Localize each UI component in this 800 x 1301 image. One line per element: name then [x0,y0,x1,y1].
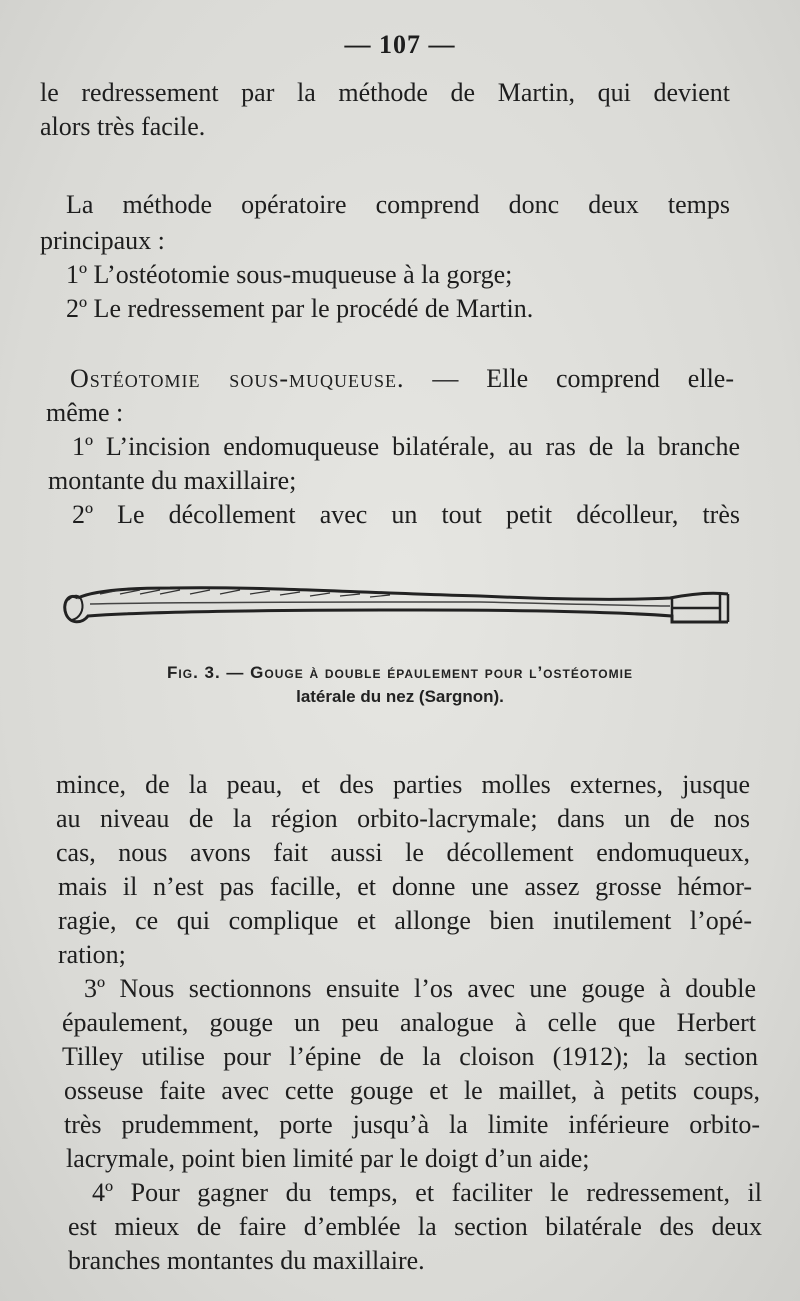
text-line: 2º Le redressement par le procédé de Martin. [66,294,534,323]
text-line: 4º Pour gagner du temps, et faciliter le redressement, il [92,1178,762,1207]
section-heading-line [70,362,734,396]
text-line: mais il n’est pas facille, et donne une assez grosse hémor- [58,872,752,901]
text-line: 1º L’ostéotomie sous-muqueuse à la gorge; [66,260,513,289]
text-line: est mieux de faire d’emblée la section bilatérale des deux [68,1212,762,1241]
text-line: principaux : [40,226,165,255]
text-line: épaulement, gouge un peu analogue à celle que Herbert [62,1008,756,1037]
text-line: mince, de la peau, et des parties molles externes, jusque [56,770,750,799]
text-line: branches montantes du maxillaire. [68,1246,425,1275]
caption-line: latérale du nez (Sargnon). [296,687,504,706]
heading-continuation: — Elle comprend elle- [404,364,734,393]
gouge-illustration-icon [60,572,740,632]
figure-caption [0,686,800,708]
text-line: au niveau de la région orbito-lacrymale; dans un de nos [56,804,750,833]
text-line: très prudemment, porte jusqu’à la limite inférieure orbito- [64,1110,760,1139]
text-line: cas, nous avons fait aussi le décollement endomuqueux, [56,838,750,867]
figure-caption [0,662,800,684]
text-line: montante du maxillaire; [48,466,297,495]
text-line: ragie, ce qui complique et allonge bien inutilement l’opé- [58,906,752,935]
page-number: — 107 — [344,30,456,59]
text-line: ration; [58,940,126,969]
text-line: La méthode opératoire comprend donc deux temps [66,190,730,219]
text-line: 3º Nous sectionnons ensuite l’os avec une gouge à double [84,974,756,1003]
text-line: même : [46,398,124,427]
text-line: osseuse faite avec cette gouge et le maillet, à petits coups, [64,1076,760,1105]
text-line: Tilley utilise pour l’épine de la cloison (1912); la section [62,1042,758,1071]
text-line: 2º Le décollement avec un tout petit décolleur, très [72,500,740,529]
section-heading: Ostéotomie sous-muqueuse. [70,364,405,393]
text-line: 1º L’incision endomuqueuse bilatérale, au ras de la branche [72,432,740,461]
text-line: alors très facile. [40,112,206,141]
caption-line: Fig. 3. — Gouge à double épaulement pour l’ostéotomie [167,663,633,682]
text-line: lacrymale, point bien limité par le doigt d’un aide; [66,1144,590,1173]
text-line: le redressement par la méthode de Martin, qui devient [40,78,730,107]
